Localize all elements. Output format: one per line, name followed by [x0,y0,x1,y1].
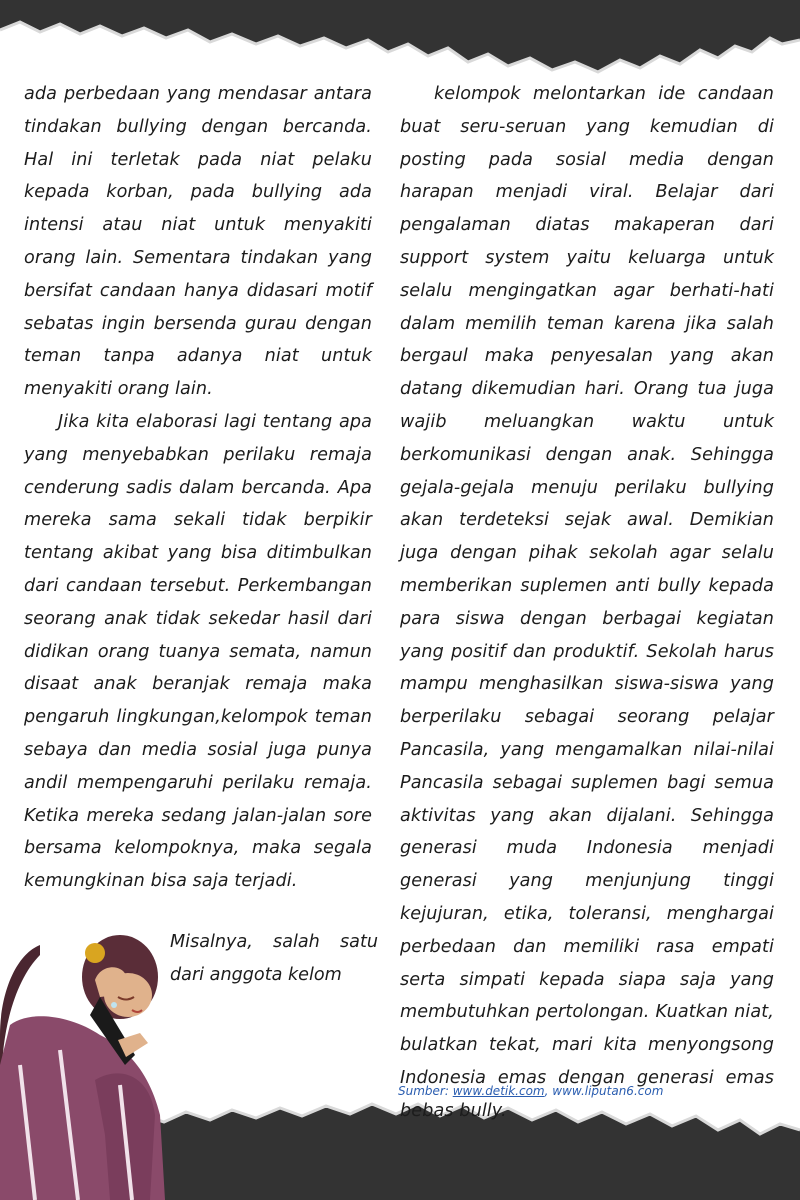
article-right-column [400,78,774,1128]
source-citation [398,1084,663,1098]
left-paragraph-2: Jika kita elaborasi lagi tentang apa yang menyebabkan perilaku remaja cenderung sadis dalam bercanda. Apa mereka sama sekali tidak berpikir tentang akibat yang bisa ditimbulkan dari candaan tersebut. Perkembangan seorang anak tidak sekedar hasil dari didikan orang tuanya semata, namun disaat anak beranjak remaja maka pengaruh lingkungan,kelompok teman sebaya dan media sosial juga punya andil mempengaruhi perilaku remaja. Ketika mereka sedang jalan-jalan sore bersama kelompoknya, maka segala kemungkinan bisa saja terjadi. [24,411,372,892]
left-paragraph-1: ada perbedaan yang mendasar antara tindakan bullying dengan bercanda. Hal ini terletak pada niat pelaku kepada korban, pada bullying ada intensi atau niat untuk menyakiti orang lain. Sementara tindakan yang bersifat candaan hanya didasari motif sebatas ingin bersenda gurau dengan teman tanpa adanya niat untuk menyakiti orang lain. [24,84,372,400]
left-tail-line-1: Misalnya, salah satu [170,932,378,952]
sad-girl-illustration [0,915,200,1200]
left-column-continuation [170,926,378,992]
source-prefix: Sumber: [398,1084,453,1098]
article-left-column [24,78,372,898]
source-link-detik[interactable]: www.detik.com [452,1084,545,1098]
source-separator: , [544,1084,553,1098]
source-link-liputan6: www.liputan6.com [552,1084,664,1098]
left-tail-line-2: dari anggota kelom [170,964,342,985]
right-paragraph-1: kelompok melontarkan ide candaan buat seru-seruan yang kemudian di posting pada sosial media dengan harapan menjadi viral. Belajar dari pengalaman diatas makaperan dari support system yaitu keluarga untuk selalu mengingatkan agar berhati-hati dalam memilih teman karena jika salah bergaul maka penyesalan yang akan datang dikemudian hari. Orang tua juga wajib meluangkan waktu untuk berkomunikasi dengan anak. Sehingga gejala-gejala menuju perilaku bullying akan terdeteksi sejak awal. Demikian juga dengan pihak sekolah agar selalu memberikan suplemen anti bully kepada para siswa dengan berbagai kegiatan yang positif dan produktif. Sekolah harus mampu menghasilkan siswa-siswa yang berperilaku sebagai seorang pelajar Pancasila, yang mengamalkan nilai-nilai Pancasila sebagai suplemen bagi semua aktivitas yang akan dijalani. Sehingga generasi muda Indonesia menjadi generasi yang menjunjung tinggi kejujuran, etika, toleransi, menghargai perbedaan dan memiliki rasa empati serta simpati kepada siapa saja yang membutuhkan pertolongan. Kuatkan niat, bulatkan tekat, mari kita menyongsong Indonesia emas dengan generasi emas bebas bully. [400,84,774,1121]
